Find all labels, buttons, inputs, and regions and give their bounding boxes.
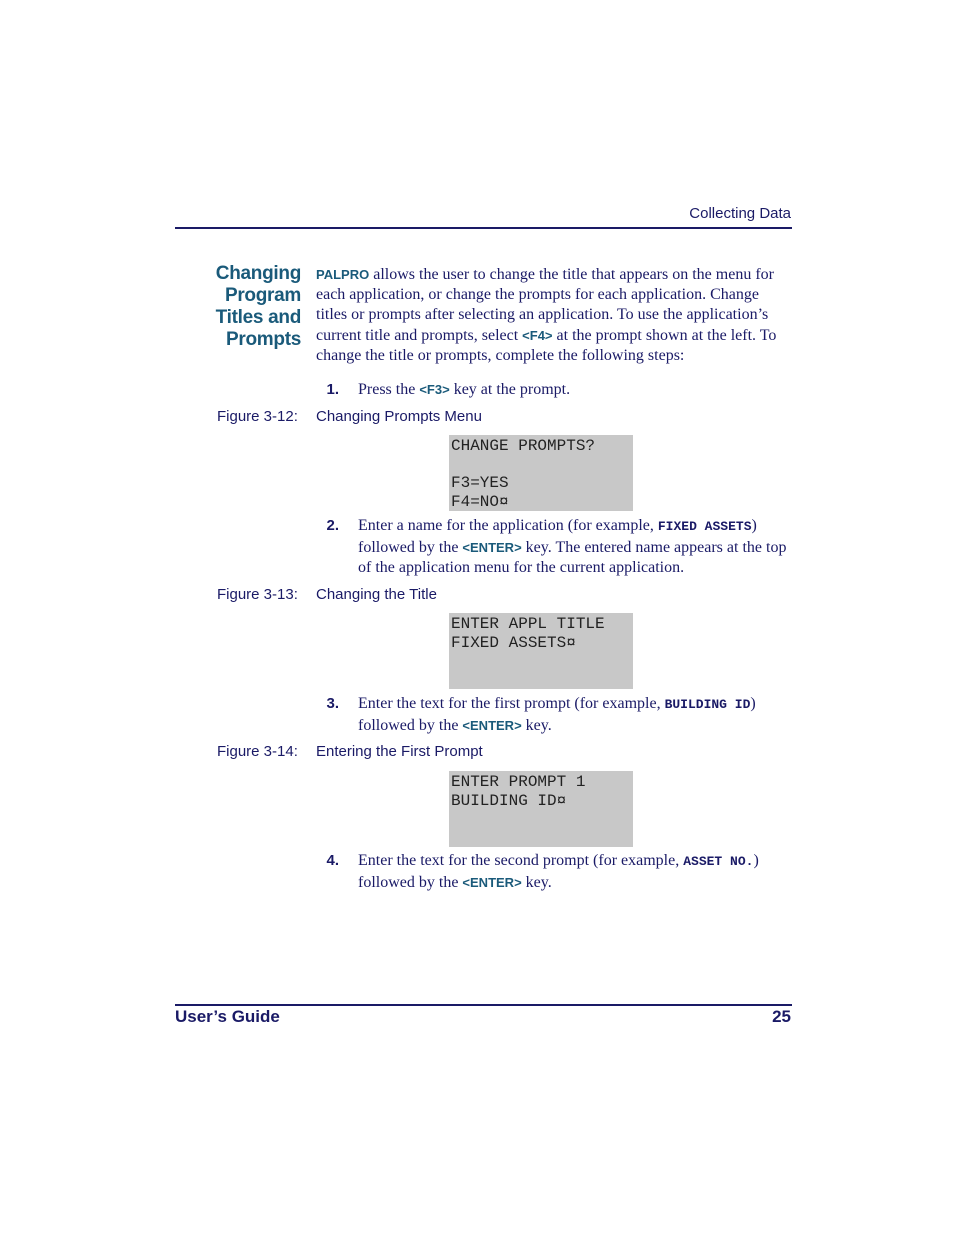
figure-label: Figure 3-12: [217, 408, 298, 425]
f3-key: <F3> [419, 382, 450, 397]
step-text-part: key. The entered name appears at the top of the application menu for the current application. [358, 538, 787, 576]
step-text-part: Enter a name for the application (for example, [358, 517, 658, 534]
header-rule [175, 227, 792, 229]
figure-title: Changing Prompts Menu [316, 408, 482, 425]
intro-paragraph [316, 265, 792, 366]
step-text-part: ) followed by the [358, 517, 757, 556]
terminal-screen [449, 435, 633, 511]
section-title-line: Changing [215, 263, 301, 284]
step-text-part: key at the prompt. [449, 381, 571, 398]
step-number: 1. [326, 381, 339, 398]
figure-title: Entering the First Prompt [316, 743, 483, 760]
footer-guide-title: User’s Guide [175, 1007, 280, 1026]
section-title-line: Program [224, 285, 301, 306]
figure-label: Figure 3-13: [217, 586, 298, 603]
section-title [161, 263, 301, 351]
example-code: BUILDING ID [664, 697, 751, 712]
figure-title: Changing the Title [316, 586, 437, 603]
intro-text: at the prompt shown at the left. To change the title or prompts, complete the following steps: [316, 326, 777, 364]
screen-line: F3=YES [451, 474, 509, 492]
enter-key: <ENTER> [462, 717, 522, 733]
terminal-screen [449, 771, 633, 847]
example-code: ASSET NO. [683, 854, 754, 869]
enter-key: <ENTER> [462, 539, 522, 555]
screen-line [451, 456, 631, 475]
footer-rule [175, 1004, 792, 1006]
f4-key: <F4> [522, 327, 553, 343]
step-text-part: Enter the text for the first prompt (for example, [358, 695, 665, 712]
screen-line: FIXED ASSETS¤ [451, 633, 576, 652]
figure-caption [217, 743, 483, 760]
step-text-part: Enter the text for the second prompt (for example, [358, 852, 684, 869]
running-header: Collecting Data [689, 205, 791, 222]
terminal-screen [449, 613, 633, 689]
figure-caption [217, 408, 482, 425]
step-number: 3. [326, 695, 339, 712]
section-title-line: Prompts [226, 329, 301, 350]
step-text-part: Press the [358, 381, 420, 398]
screen-line: CHANGE PROMPTS? [451, 437, 596, 455]
step-text [358, 380, 792, 401]
step-text-part: key. [521, 716, 552, 734]
figure-label: Figure 3-14: [217, 743, 298, 760]
screen-line: F4=NO¤ [451, 492, 509, 511]
step-number: 4. [326, 852, 339, 869]
screen-line: ENTER APPL TITLE [451, 615, 605, 633]
step-text [358, 851, 792, 893]
step-text [358, 516, 792, 579]
screen-line: ENTER PROMPT 1 [451, 773, 586, 791]
step-text-part: ) followed by the [358, 695, 756, 734]
intro-text: allows the user to change the title that appears on the menu for each application, or change the prompts for each application. Change titles or prompts after selecting an application. To use the application’s current title and prompts, select [316, 266, 774, 344]
enter-key: <ENTER> [462, 874, 522, 890]
section-title-line: Titles and [215, 307, 301, 328]
example-code: FIXED ASSETS [657, 519, 752, 534]
screen-line: BUILDING ID¤ [451, 791, 567, 810]
palpro-label: PALPRO [316, 267, 370, 282]
step-text-part: key. [521, 873, 552, 891]
step-number: 2. [326, 517, 339, 534]
step-text-part: ) followed by the [358, 852, 759, 891]
page-number: 25 [772, 1007, 791, 1026]
figure-caption [217, 586, 437, 603]
step-text [358, 694, 792, 736]
